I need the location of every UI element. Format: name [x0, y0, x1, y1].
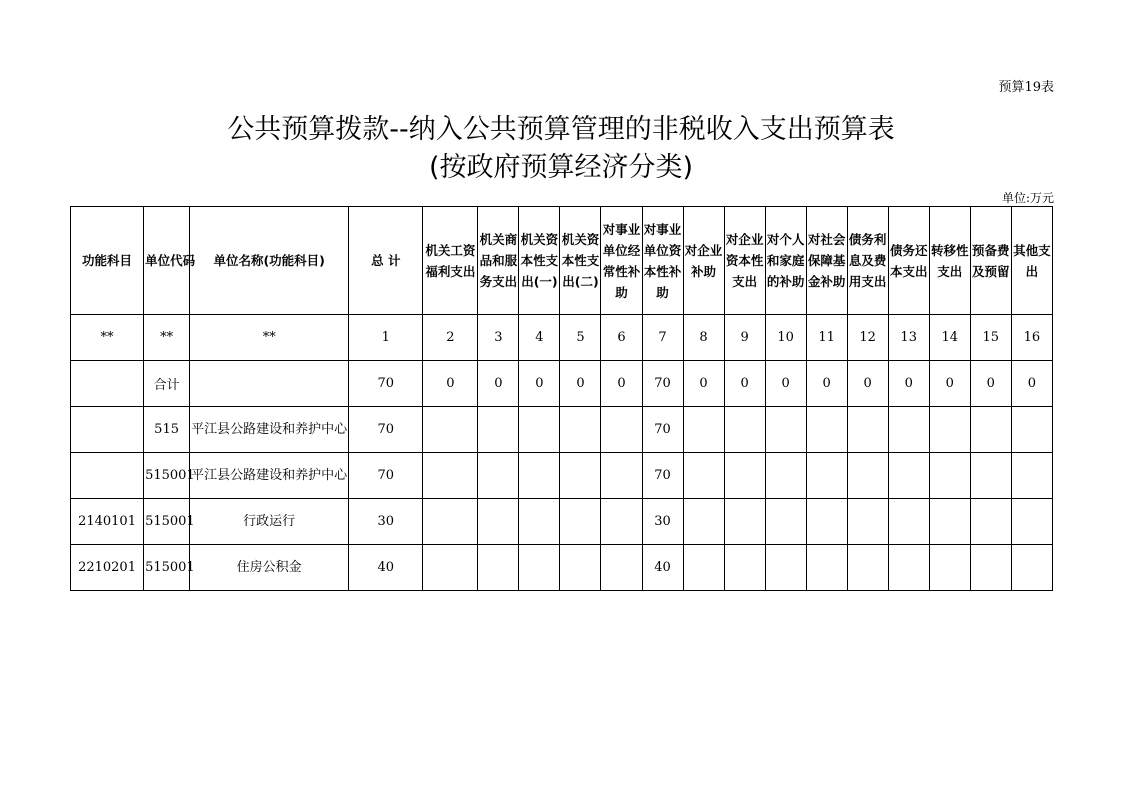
table-row: [71, 545, 1053, 591]
table-cell: [806, 407, 847, 453]
column-header: 其他支出: [1011, 207, 1052, 315]
table-cell: [601, 453, 642, 499]
table-body: [71, 315, 1053, 591]
table-cell: [71, 453, 144, 499]
table-cell: 0: [929, 361, 970, 407]
table-cell: [423, 453, 478, 499]
table-cell: [519, 453, 560, 499]
budget-table: [70, 206, 1053, 591]
column-header: 机关商品和服务支出: [478, 207, 519, 315]
table-row: [71, 407, 1053, 453]
page-subtitle: (按政府预算经济分类): [428, 152, 694, 183]
table-row: [71, 453, 1053, 499]
table-cell: [560, 545, 601, 591]
table-cell: [847, 545, 888, 591]
table-cell: [847, 499, 888, 545]
table-cell: 0: [806, 361, 847, 407]
table-cell: 0: [478, 361, 519, 407]
table-cell: [806, 545, 847, 591]
table-cell: 0: [847, 361, 888, 407]
column-header: 对社会保障基金补助: [806, 207, 847, 315]
table-cell: 0: [724, 361, 765, 407]
table-cell: 6: [601, 315, 642, 361]
table-cell: [1011, 453, 1052, 499]
table-cell: [970, 499, 1011, 545]
table-cell: [724, 545, 765, 591]
table-cell: [888, 499, 929, 545]
table-cell: [929, 545, 970, 591]
column-header: 对企业补助: [683, 207, 724, 315]
table-cell: 11: [806, 315, 847, 361]
table-cell: [806, 499, 847, 545]
table-cell: [1011, 499, 1052, 545]
table-cell: 2: [423, 315, 478, 361]
table-cell: [929, 407, 970, 453]
column-header: 功能科目: [71, 207, 144, 315]
column-header: 对个人和家庭的补助: [765, 207, 806, 315]
table-cell: [970, 453, 1011, 499]
table-cell: [478, 407, 519, 453]
table-cell: [847, 453, 888, 499]
table-cell: [929, 453, 970, 499]
table-cell: 3: [478, 315, 519, 361]
column-header: 转移性支出: [929, 207, 970, 315]
table-cell: [724, 453, 765, 499]
table-cell: 13: [888, 315, 929, 361]
table-cell: 70: [349, 453, 423, 499]
table-cell: 9: [724, 315, 765, 361]
table-row: [71, 499, 1053, 545]
table-cell: 2210201: [71, 545, 144, 591]
table-cell: 平江县公路建设和养护中心: [190, 407, 349, 453]
table-cell: 40: [349, 545, 423, 591]
table-cell: [724, 407, 765, 453]
table-cell: [847, 407, 888, 453]
table-cell: 0: [1011, 361, 1052, 407]
table-cell: [970, 407, 1011, 453]
table-cell: [683, 407, 724, 453]
table-cell: 15: [970, 315, 1011, 361]
table-cell: 70: [642, 361, 683, 407]
table-cell: **: [190, 315, 349, 361]
column-header: 债务还本支出: [888, 207, 929, 315]
table-row: [71, 361, 1053, 407]
table-cell: 0: [519, 361, 560, 407]
column-header: 机关资本性支出(一): [519, 207, 560, 315]
table-cell: [683, 545, 724, 591]
table-cell: 70: [349, 407, 423, 453]
table-cell: [765, 453, 806, 499]
table-cell: [478, 453, 519, 499]
table-cell: 70: [349, 361, 423, 407]
form-number: 预算19表: [998, 80, 1054, 95]
table-cell: 0: [423, 361, 478, 407]
table-cell: [71, 407, 144, 453]
column-header: 单位代码: [144, 207, 190, 315]
table-cell: 0: [970, 361, 1011, 407]
table-cell: [423, 407, 478, 453]
page-title: 公共预算拨款--纳入公共预算管理的非税收入支出预算表: [227, 114, 895, 145]
table-cell: [765, 407, 806, 453]
table-cell: [929, 499, 970, 545]
column-header: 机关工资福利支出: [423, 207, 478, 315]
table-cell: [888, 407, 929, 453]
index-row: [71, 315, 1053, 361]
column-header: 对企业资本性支出: [724, 207, 765, 315]
column-header: 债务利息及费用支出: [847, 207, 888, 315]
table-cell: [970, 545, 1011, 591]
header-row: [71, 207, 1053, 315]
table-cell: 0: [888, 361, 929, 407]
table-cell: 70: [642, 407, 683, 453]
table-cell: 40: [642, 545, 683, 591]
table-cell: [888, 453, 929, 499]
table-cell: [71, 361, 144, 407]
table-cell: 0: [683, 361, 724, 407]
table-cell: 平江县公路建设和养护中心: [190, 453, 349, 499]
table-cell: 4: [519, 315, 560, 361]
table-cell: [423, 499, 478, 545]
unit-label: 单位:万元: [1001, 191, 1054, 205]
table-cell: [601, 545, 642, 591]
table-cell: 2140101: [71, 499, 144, 545]
table-cell: [765, 499, 806, 545]
table-cell: [519, 407, 560, 453]
table-cell: 30: [349, 499, 423, 545]
table-cell: 0: [560, 361, 601, 407]
table-cell: [888, 545, 929, 591]
table-cell: [683, 453, 724, 499]
table-cell: 合计: [144, 361, 190, 407]
table-cell: [519, 545, 560, 591]
table-cell: 30: [642, 499, 683, 545]
table-cell: [190, 361, 349, 407]
table-cell: [560, 407, 601, 453]
table-cell: [683, 499, 724, 545]
table-cell: 515001: [144, 545, 190, 591]
column-header: 预备费及预留: [970, 207, 1011, 315]
table-cell: [601, 499, 642, 545]
table-cell: 10: [765, 315, 806, 361]
table-cell: [724, 499, 765, 545]
table-cell: [423, 545, 478, 591]
table-cell: 0: [601, 361, 642, 407]
table-cell: 515: [144, 407, 190, 453]
column-header: 对事业单位资本性补助: [642, 207, 683, 315]
column-header: 对事业单位经常性补助: [601, 207, 642, 315]
table-cell: [478, 545, 519, 591]
table-cell: [765, 545, 806, 591]
table-cell: [601, 407, 642, 453]
table-cell: 16: [1011, 315, 1052, 361]
table-cell: [560, 453, 601, 499]
table-cell: 8: [683, 315, 724, 361]
table-cell: 7: [642, 315, 683, 361]
table-cell: 行政运行: [190, 499, 349, 545]
table-cell: **: [144, 315, 190, 361]
table-cell: [519, 499, 560, 545]
table-cell: [1011, 407, 1052, 453]
table-cell: [806, 453, 847, 499]
table-cell: 12: [847, 315, 888, 361]
table-cell: 515001: [144, 453, 190, 499]
table-cell: 14: [929, 315, 970, 361]
table-cell: 70: [642, 453, 683, 499]
table-cell: 1: [349, 315, 423, 361]
column-header: 机关资本性支出(二): [560, 207, 601, 315]
table-cell: 0: [765, 361, 806, 407]
column-header: 总 计: [349, 207, 423, 315]
table-cell: [478, 499, 519, 545]
table-cell: 5: [560, 315, 601, 361]
table-cell: 住房公积金: [190, 545, 349, 591]
table-cell: [560, 499, 601, 545]
column-header: 单位名称(功能科目): [190, 207, 349, 315]
table-cell: **: [71, 315, 144, 361]
table-cell: [1011, 545, 1052, 591]
table-cell: 515001: [144, 499, 190, 545]
